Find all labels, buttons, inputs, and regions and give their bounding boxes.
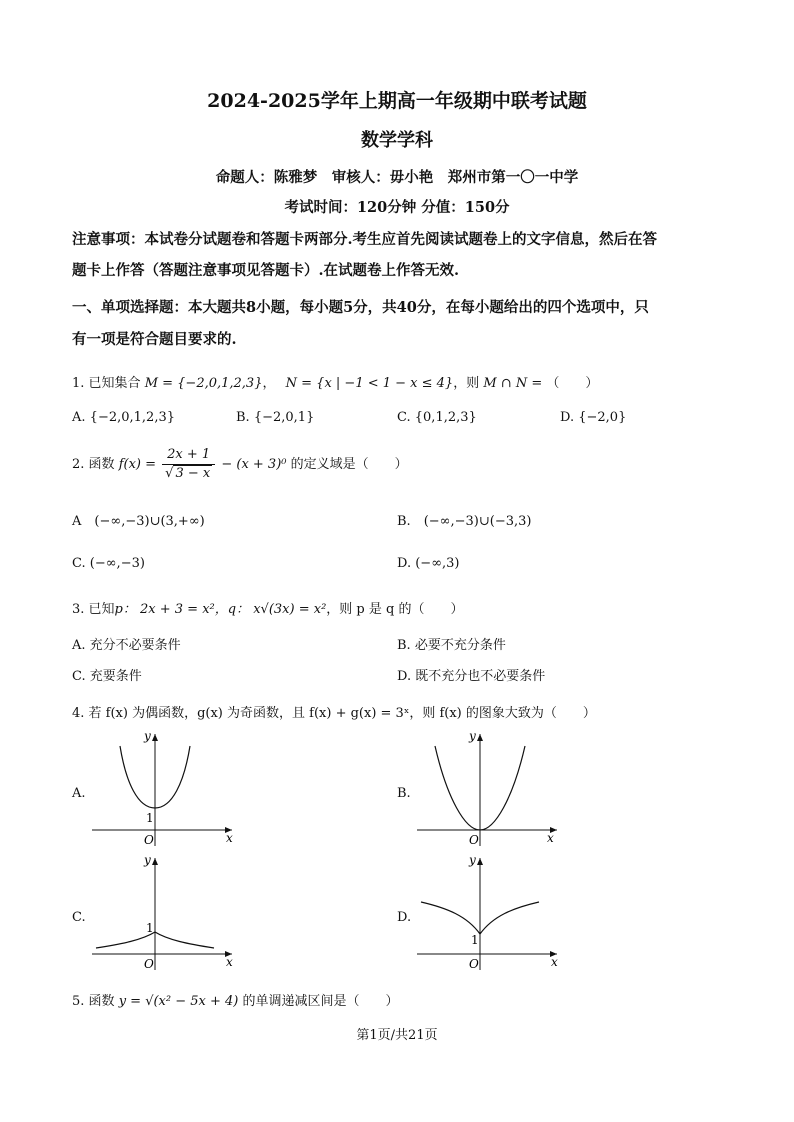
question-1 <box>72 372 598 391</box>
q2-option-b[interactable]: B. (−∞,−3)∪(−3,3) <box>397 514 532 529</box>
q5-number: 5. 函数 <box>72 994 115 1009</box>
section-heading-line-2: 有一项是符合题目要求的. <box>72 331 237 348</box>
notice-line-1: 注意事项：本试卷分试题卷和答题卡两部分.考生应首先阅读试题卷上的文字信息，然后在答 <box>72 231 658 248</box>
q2-option-d[interactable]: D. (−∞,3) <box>397 556 460 571</box>
x-label: x <box>551 955 558 969</box>
q4-option-c-label[interactable]: C. <box>72 910 86 925</box>
q2-tail: 的定义域是（ ） <box>290 457 408 472</box>
subject-title: 数学学科 <box>361 130 433 151</box>
origin-label: O <box>469 957 479 970</box>
q3-p-label: p： <box>114 602 136 617</box>
q1-tail-pre: ，则 <box>453 376 480 391</box>
x-label: x <box>226 955 233 969</box>
q1-set-m: M = {−2,0,1,2,3} <box>144 376 263 391</box>
q4-graph-d[interactable] <box>417 852 567 970</box>
origin-label: O <box>144 957 154 970</box>
question-5 <box>72 990 399 1009</box>
q3-option-b[interactable]: B. 必要不充分条件 <box>397 638 506 653</box>
origin-label: O <box>469 833 479 846</box>
q1-comma: ， <box>262 376 276 391</box>
notice-line-2: 题卡上作答（答题注意事项见答题卡）.在试题卷上作答无效. <box>72 262 460 279</box>
q2-function: f(x) = <box>118 457 156 472</box>
q3-option-a[interactable]: A. 充分不必要条件 <box>72 638 181 653</box>
y-label: y <box>469 853 476 867</box>
q1-option-b[interactable]: B. {−2,0,1} <box>236 410 315 425</box>
q3-option-c[interactable]: C. 充要条件 <box>72 669 142 684</box>
q4-graph-c[interactable] <box>92 852 242 970</box>
q1-number: 1. 已知集合 <box>72 376 141 391</box>
q2-rest: − (x + 3)⁰ <box>221 457 287 472</box>
q5-tail: 的单调递减区间是（ ） <box>242 994 399 1009</box>
origin-label: O <box>144 833 154 846</box>
q1-expression: M ∩ N = <box>483 376 543 391</box>
q2-fraction <box>162 446 215 483</box>
authors-line: 命题人：陈雅梦 审核人：毋小艳 郑州市第一〇一中学 <box>215 169 579 186</box>
y-label: y <box>469 729 476 743</box>
q4-option-b-label[interactable]: B. <box>397 786 411 801</box>
y-axis-arrow <box>152 858 158 865</box>
y-label: y <box>144 853 151 867</box>
y-axis-arrow <box>152 734 158 741</box>
page-footer: 第1页/共21页 <box>356 1028 438 1043</box>
y-axis-arrow <box>477 734 483 741</box>
q2-option-a[interactable]: A (−∞,−3)∪(3,+∞) <box>72 514 205 529</box>
q1-option-d[interactable]: D. {−2,0} <box>560 410 627 425</box>
q2-denominator: 3 − x <box>175 466 211 481</box>
x-label: x <box>226 831 233 845</box>
q4-option-a-label[interactable]: A. <box>72 786 86 801</box>
question-2 <box>72 446 408 483</box>
q3-option-d[interactable]: D. 既不充分也不必要条件 <box>397 669 546 684</box>
q3-tail: ，则 p 是 q 的（ ） <box>326 602 464 617</box>
q2-numerator: 2x + 1 <box>162 446 215 465</box>
tick-label: 1 <box>146 811 154 825</box>
q3-q-label: ，q： <box>214 602 250 617</box>
q1-set-n: N = {x | −1 < 1 − x ≤ 4} <box>285 376 454 391</box>
q2-denominator-wrap: √ 3 − x <box>165 466 211 481</box>
q1-option-a[interactable]: A. {−2,0,1,2,3} <box>72 410 175 425</box>
q1-option-c[interactable]: C. {0,1,2,3} <box>397 410 477 425</box>
q3-p-expression: 2x + 3 = x² <box>140 602 215 617</box>
q1-blank: （ ） <box>546 376 599 391</box>
q5-expression: y = √(x² − 5x + 4) <box>118 994 239 1009</box>
q4-option-d-label[interactable]: D. <box>397 910 412 925</box>
q2-option-c[interactable]: C. (−∞,−3) <box>72 556 145 571</box>
q3-q-expression: x√(3x) = x² <box>253 602 327 617</box>
y-label: y <box>144 729 151 743</box>
tick-label: 1 <box>471 933 479 947</box>
question-4: 4. 若 f(x) 为偶函数，g(x) 为奇函数，且 f(x) + g(x) = 3ˣ，则 f(x) 的图象大致为（ ） <box>72 706 596 721</box>
tick-label: 1 <box>146 921 154 935</box>
exam-info: 考试时间：120分钟 分值：150分 <box>284 199 510 216</box>
x-label: x <box>547 831 554 845</box>
q4-graph-a[interactable] <box>92 728 242 846</box>
section-heading-line-1: 一、单项选择题：本大题共8小题，每小题5分，共40分，在每小题给出的四个选项中，只 <box>72 299 649 316</box>
y-axis-arrow <box>477 858 483 865</box>
question-3 <box>72 598 463 617</box>
q4-graph-b[interactable] <box>417 728 567 846</box>
page-title: 2024-2025学年上期高一年级期中联考试题 <box>207 90 587 112</box>
q3-number: 3. 已知 <box>72 602 115 617</box>
q2-number: 2. 函数 <box>72 457 115 472</box>
